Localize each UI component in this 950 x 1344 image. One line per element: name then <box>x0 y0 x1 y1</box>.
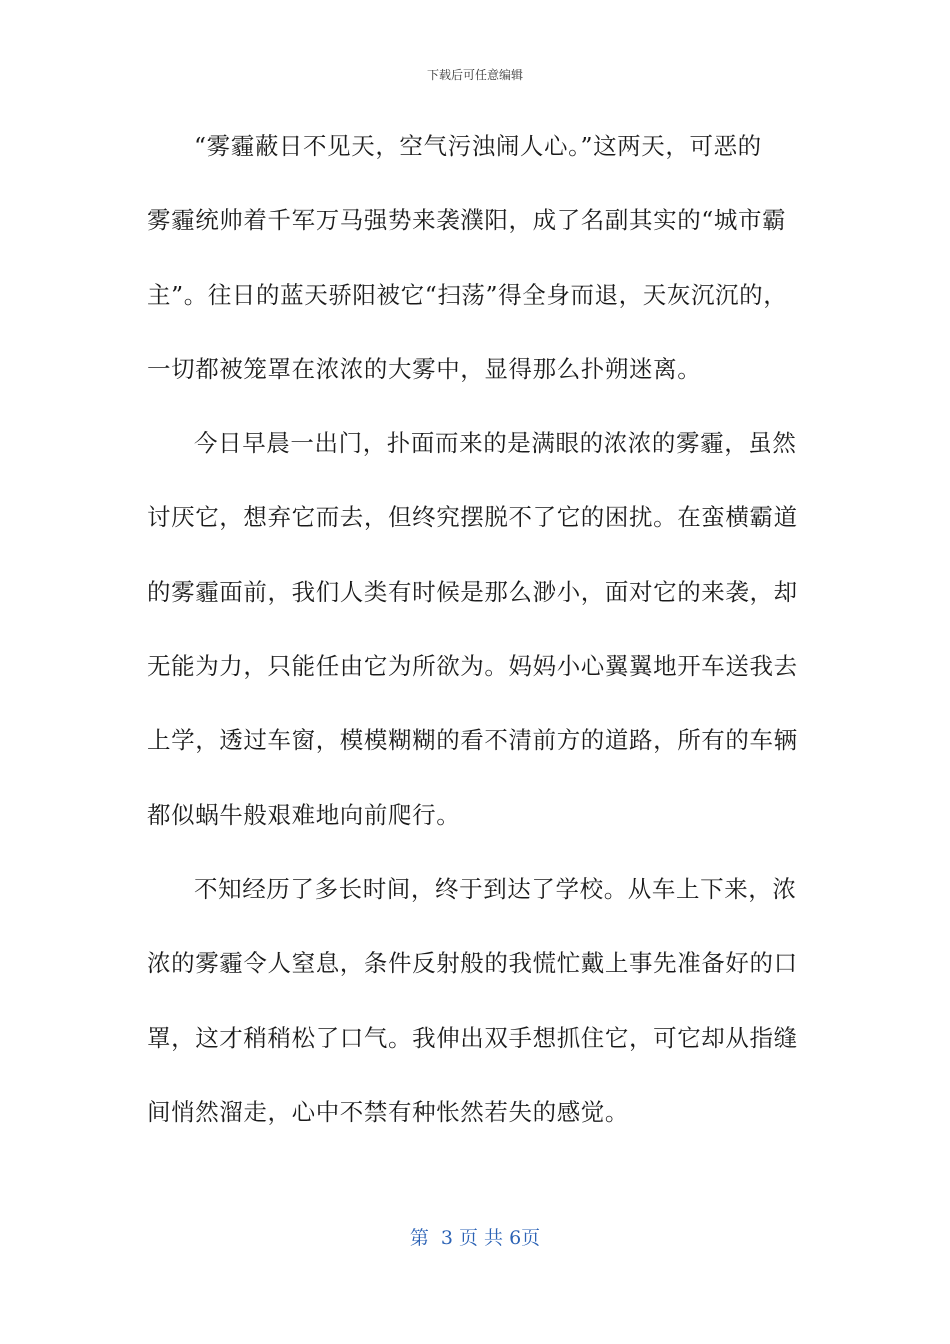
paragraph-1-line-3: 主”。往日的蓝天骄阳被它“扫荡”得全身而退，天灰沉沉的， <box>147 280 788 309</box>
paragraph-2-line-6: 都似蜗牛般艰难地向前爬行。 <box>147 800 461 829</box>
paragraph-1-line-1: “雾霾蔽日不见天，空气污浊闹人心。”这两天，可恶的 <box>194 132 762 160</box>
paragraph-3-line-1: 不知经历了多长时间，终于到达了学校。从车上下来，浓 <box>194 874 797 903</box>
paragraph-3-line-4: 间悄然溜走，心中不禁有种怅然若失的感觉。 <box>147 1097 629 1126</box>
document-body <box>147 124 807 1164</box>
page-header: 下载后可任意编辑 <box>426 68 523 82</box>
paragraph-3-line-3: 罩，这才稍稍松了口气。我伸出双手想抓住它，可它却从指缝 <box>147 1023 798 1052</box>
paragraph-2-line-4: 无能为力，只能任由它为所欲为。妈妈小心翼翼地开车送我去 <box>147 652 798 681</box>
paragraph-2-line-2: 讨厌它，想弃它而去，但终究摆脱不了它的困扰。在蛮横霸道 <box>147 503 798 532</box>
page-number-footer: 第 3 页 共 6页 <box>409 1227 541 1249</box>
paragraph-2-line-1: 今日早晨一出门，扑面而来的是满眼的浓浓的雾霾，虽然 <box>194 429 797 458</box>
paragraph-2-line-5: 上学，透过车窗，模模糊糊的看不清前方的道路，所有的车辆 <box>147 726 798 755</box>
paragraph-1-line-4: 一切都被笼罩在浓浓的大雾中，显得那么扑朔迷离。 <box>147 354 702 383</box>
paragraph-1-line-2: 雾霾统帅着千军万马强势来袭濮阳，成了名副其实的“城市霸 <box>147 206 787 235</box>
paragraph-2-line-3: 的雾霾面前，我们人类有时候是那么渺小，面对它的来袭，却 <box>147 577 798 606</box>
paragraph-3-line-2: 浓的雾霾令人窒息，条件反射般的我慌忙戴上事先准备好的口 <box>147 949 798 978</box>
